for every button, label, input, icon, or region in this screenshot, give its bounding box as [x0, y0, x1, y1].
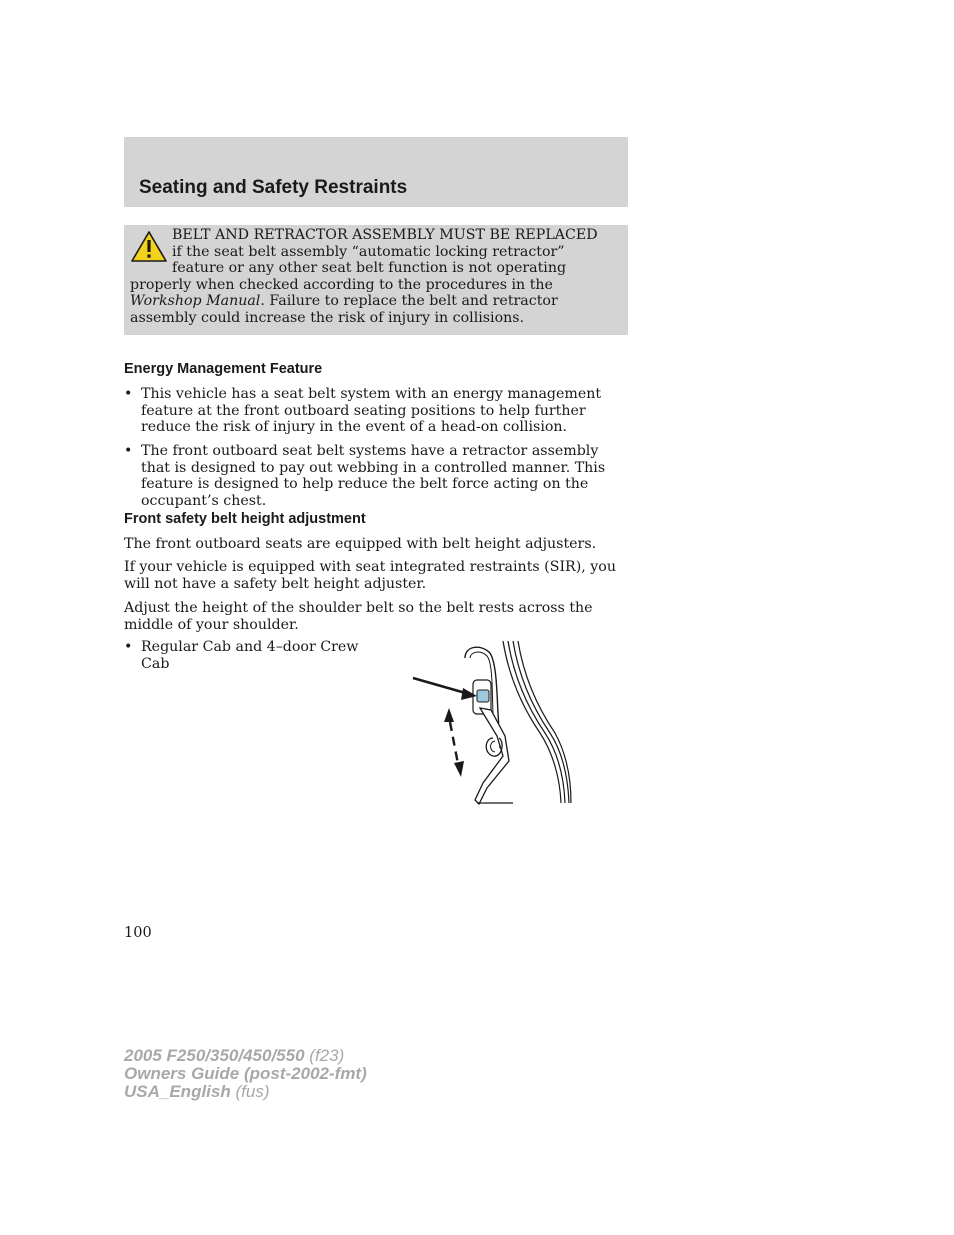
document-footer [124, 1047, 367, 1101]
energy-bullet-1 [124, 386, 628, 436]
footer-guide: Owners Guide (post-2002-fmt) [124, 1064, 367, 1083]
cab-bullet-text: Regular Cab and 4–door Crew Cab [141, 639, 359, 672]
footer-line-2 [124, 1065, 367, 1083]
bullet-dot: • [124, 639, 133, 655]
height-heading: Front safety belt height adjustment [124, 511, 366, 527]
footer-line-3 [124, 1083, 367, 1101]
energy-bullet-2-text: The front outboard seat belt systems have a retractor assembly that is designed to pay out webbing in a controlled manner. This feature is designed to help reduce the belt force acting on the occupant’s chest. [141, 443, 606, 509]
section-title: Seating and Safety Restraints [139, 177, 408, 198]
energy-bullet-1-text: This vehicle has a seat belt system with an energy management feature at the front outboard seating positions to help further reduce the risk of injury in the event of a head-on collision. [141, 386, 602, 436]
energy-heading: Energy Management Feature [124, 361, 323, 377]
footer-language: USA_English [124, 1082, 231, 1101]
warning-text-end: . Failure to replace the belt and retractor assembly could increase the risk of injury in collisions. [130, 293, 558, 326]
height-paragraph-3: Adjust the height of the shoulder belt so the belt rests across the middle of your shoulder. [124, 600, 593, 633]
cab-bullet [124, 639, 364, 672]
footer-line-1 [124, 1047, 367, 1065]
energy-bullet-2 [124, 443, 628, 509]
belt-height-adjuster-illustration [405, 638, 580, 808]
footer-language-code: (fus) [235, 1082, 270, 1101]
warning-manual-reference: Workshop Manual [130, 293, 261, 309]
footer-model: 2005 F250/350/450/550 [124, 1046, 305, 1065]
warning-box [124, 225, 628, 335]
height-paragraph-2: If your vehicle is equipped with seat integrated restraints (SIR), you will not have a safety belt height adjuster. [124, 559, 616, 592]
bullet-dot: • [124, 443, 133, 459]
footer-model-code: (f23) [309, 1046, 345, 1065]
height-paragraph-1: The front outboard seats are equipped with belt height adjusters. [124, 536, 597, 552]
page-number: 100 [124, 925, 152, 941]
bullet-dot: • [124, 386, 133, 402]
warning-text: BELT AND RETRACTOR ASSEMBLY MUST BE REPLACED if the seat belt assembly “automatic locking retractor” feature or any other seat belt function is not operating properly when checked according to the procedures in the [130, 227, 598, 293]
section-header-band [124, 137, 628, 207]
warning-triangle-icon [130, 230, 168, 263]
